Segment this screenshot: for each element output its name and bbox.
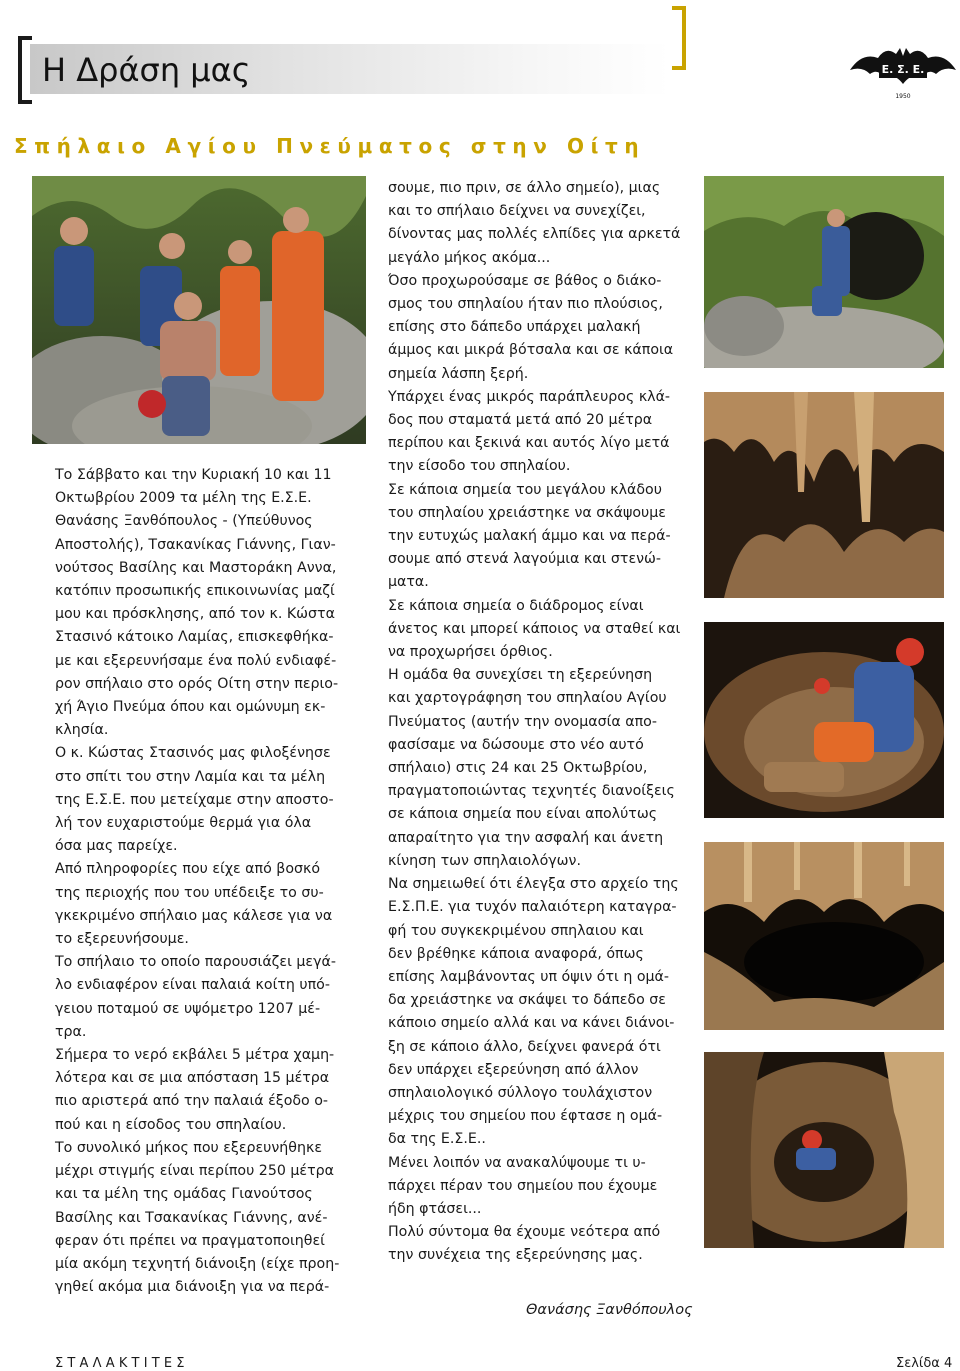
article-line: επίσης λαμβάνοντας υπ όψιν ότι η ομά- — [388, 968, 670, 985]
article-line: ξη σε κάποιο άλλο, δείχνει φανερά ότι — [388, 1038, 661, 1055]
decorative-bracket-right — [672, 6, 686, 70]
article-line: του σπηλαίου χρειάστηκε να σκάψουμε — [388, 504, 666, 521]
article-line: κίνηση των σπηλαιολόγων. — [388, 852, 581, 869]
article-line: σουμε από στενά λαγούμια και στενώ- — [388, 551, 662, 568]
article-line: της περιοχής που του υπέδειξε το συ- — [55, 884, 324, 901]
club-logo — [848, 40, 958, 102]
article-line: πού και η είσοδος του σπηλαίου. — [55, 1116, 287, 1133]
article-line: και το σπήλαιο δείχνει να συνεχίζει, — [388, 203, 646, 220]
svg-text:1950: 1950 — [895, 93, 911, 100]
article-line: άμμος και μικρά βότσαλα και σε κάποια — [388, 342, 674, 359]
article-line: Πνεύματος (αυτήν την ονομασία απο- — [388, 713, 657, 730]
article-column-right — [388, 177, 708, 1268]
article-title: Σπήλαιο Αγίου Πνεύματος στην Οίτη — [14, 134, 646, 158]
article-line: δα χρειάστηκε να σκάψει το δάπεδο σε — [388, 992, 666, 1009]
article-line: λή τον ευχαριστούμε θερμά για όλα — [55, 815, 312, 832]
article-line: της Ε.Σ.Ε. που μετείχαμε στην αποστο- — [55, 791, 334, 808]
logo-text: Ε. Σ. Ε. — [881, 63, 925, 76]
article-line: Σήμερα το νερό εκβάλει 5 μέτρα χαμη- — [55, 1047, 335, 1064]
article-line: κλησία. — [55, 722, 109, 739]
article-line: Όσο προχωρούσαμε σε βάθος ο διάκο- — [388, 272, 662, 289]
article-line: Στασινό κάτοικο Λαμίας, επισκεφθήκα- — [55, 629, 334, 646]
article-line: Ε.Σ.Π.Ε. για τυχόν παλαιότερη καταγρα- — [388, 899, 677, 916]
article-line: Αποστολής), Τσακανίκας Γιάννης, Γιαν- — [55, 536, 336, 553]
article-line: Μένει λοιπόν να ανακαλύψουμε τι υ- — [388, 1154, 646, 1171]
footer-magazine-name: ΣΤΑΛΑΚΤΙΤΕΣ — [55, 1356, 189, 1371]
article-line: ματα. — [388, 574, 429, 591]
article-line: σμος του σπηλαίου ήταν πιο πλούσιος, — [388, 296, 663, 313]
article-line: το εξερευνήσουμε. — [55, 931, 189, 948]
article-line: δεν υπάρχει εξερεύνηση από άλλον — [388, 1061, 639, 1078]
article-line: πραγματοποιώντας τεχνητές διανοίξεις — [388, 783, 675, 800]
article-line: άνετος και μπορεί κάποιος να σταθεί και — [388, 620, 681, 637]
article-line: σουμε, πιο πριν, σε άλλο σημείο), μιας — [388, 180, 661, 196]
article-line: στο σπίτι του στην Λαμία και τα μέλη — [55, 768, 326, 785]
article-line: σε κάποια σημεία που είναι απολύτως — [388, 806, 658, 823]
article-line: με και εξερευνήσαμε ένα πολύ ενδιαφέ- — [55, 652, 337, 669]
article-line: Το συνολικό μήκος που εξερευνήθηκε — [55, 1139, 322, 1156]
photo-cave-formations — [704, 392, 944, 598]
article-line: λο ενδιαφέρον είναι παλαιά κοίτη υπό- — [55, 977, 330, 994]
article-line: Η ομάδα θα συνεχίσει τη εξερεύνηση — [388, 667, 653, 684]
article-line: την είσοδο του σπηλαίου. — [388, 458, 571, 475]
photo-team-outside-cave — [32, 176, 366, 444]
article-line: Ο κ. Κώστας Στασινός μας φιλοξένησε — [55, 745, 331, 762]
article-line: κάποιο σημείο αλλά και να κάνει διάνοι- — [388, 1015, 675, 1032]
article-line: Θανάσης Ξανθόπουλος - (Υπεύθυνος — [55, 513, 313, 530]
article-line: γηθεί ακόμα μια διάνοιξη για να περά- — [55, 1279, 330, 1296]
article-line: Οκτωβρίου 2009 τα μέλη της Ε.Σ.Ε. — [55, 490, 312, 507]
article-line: Το Σάββατο και την Κυριακή 10 και 11 — [55, 467, 332, 483]
article-line: Σε κάποια σημεία ο διάδρομος είναι — [388, 597, 644, 614]
article-line: σημεία λάσπη ξερή. — [388, 365, 529, 382]
photo-cave-chamber — [704, 842, 944, 1030]
photo-cave-entrance — [704, 176, 944, 368]
article-line: Βασίλης και Τσακανίκας Γιάννης, ανέ- — [55, 1209, 328, 1226]
footer-page-number: Σελίδα 4 — [896, 1356, 953, 1371]
article-line: δα της Ε.Σ.Ε.. — [388, 1131, 486, 1148]
article-line: σπήλαιο) στις 24 και 25 Οκτωβρίου, — [388, 760, 648, 777]
article-line: χή Άγιο Πνεύμα όπου και ομώνυμη εκ- — [55, 699, 326, 716]
article-line: φεραν ότι πρέπει να πραγματοποιηθεί — [55, 1232, 325, 1249]
article-line: μία ακόμη τεχνητή διάνοιξη (είχε προη- — [55, 1255, 340, 1272]
article-line: Πολύ σύντομα θα έχουμε νεότερα από — [388, 1224, 661, 1241]
article-line: δεν βρέθηκε κάποια αναφορά, όπως — [388, 945, 644, 962]
article-line: μέχρι στιγμής είναι περίπου 250 μέτρα — [55, 1163, 334, 1180]
article-line: νούτσος Βασίλης και Μαστοράκη Αννα, — [55, 559, 337, 576]
article-line: την ευτυχώς μαλακή άμμο και να περά- — [388, 528, 671, 545]
article-line: Το σπήλαιο το οποίο παρουσιάζει μεγά- — [55, 954, 336, 971]
article-line: Να σημειωθεί ότι έλεγξα στο αρχείο της — [388, 876, 679, 893]
article-column-left — [55, 464, 365, 1299]
article-line: φή του συγκεκριμένου σπηλαιου και — [388, 922, 644, 939]
article-line: γκεκριμένο σπήλαιο μας κάλεσε για να — [55, 907, 333, 924]
article-line: ρον σπήλαιο στο ορός Οίτη στην περιο- — [55, 675, 339, 692]
article-line: όσα μας παρείχε. — [55, 838, 178, 855]
article-line: επίσης στο δάπεδο υπάρχει μαλακή — [388, 319, 641, 336]
photo-caver-in-passage — [704, 1052, 944, 1248]
article-line: Από πληροφορίες που είχε από βοσκό — [55, 861, 321, 878]
article-line: περίπου και ξεκινά και αυτός λίγο μετά — [388, 435, 670, 452]
article-line: μεγάλο μήκος ακόμα... — [388, 249, 551, 266]
article-line: και τα μέλη της ομάδας Γιανούτσος — [55, 1186, 313, 1203]
article-line: φασίσαμε να δώσουμε στο νέο αυτό — [388, 736, 644, 753]
article-line: μέχρις του σημείου που έφτασε η ομά- — [388, 1108, 663, 1125]
article-line: πάρχει πέραν του σημείου που έχουμε — [388, 1177, 658, 1194]
article-line: δος που σταματά μετά από 20 μέτρα — [388, 412, 653, 429]
article-line: να προχωρήσει όρθιος. — [388, 644, 553, 661]
article-line: πιο αριστερά από την παλαιά έξοδο ο- — [55, 1093, 329, 1110]
article-line: Υπάρχει ένας μικρός παράπλευρος κλά- — [388, 388, 671, 405]
article-line: ήδη φτάσει... — [388, 1200, 482, 1217]
article-line: απαραίτητο για την ασφαλή και άνετη — [388, 829, 664, 846]
article-line: μου και πρόσκλησης, από τον κ. Κώστα — [55, 606, 335, 623]
article-line: και χαρτογράφηση του σπηλαίου Αγίου — [388, 690, 667, 707]
article-line: τρα. — [55, 1023, 87, 1040]
article-line: κατόπιν προσωπικής επικοινωνίας μαζί — [55, 583, 335, 600]
article-line: την συνέχεια της εξερεύνησης μας. — [388, 1247, 643, 1264]
article-line: δίνοντας μας πολλές ελπίδες για αρκετά — [388, 226, 681, 243]
article-author: Θανάσης Ξανθόπουλος — [526, 1302, 693, 1318]
article-line: λότερα και σε μια απόσταση 15 μέτρα — [55, 1070, 330, 1087]
article-line: Σε κάποια σημεία του μεγάλου κλάδου — [388, 481, 662, 498]
photo-cavers-crawling — [704, 622, 944, 818]
article-line: γειου ποταμού σε υψόμετρο 1207 μέ- — [55, 1000, 321, 1017]
section-title: Η Δράση μας — [42, 51, 251, 89]
article-line: σπηλαιολογικό σύλλογο τουλάχιστον — [388, 1084, 653, 1101]
